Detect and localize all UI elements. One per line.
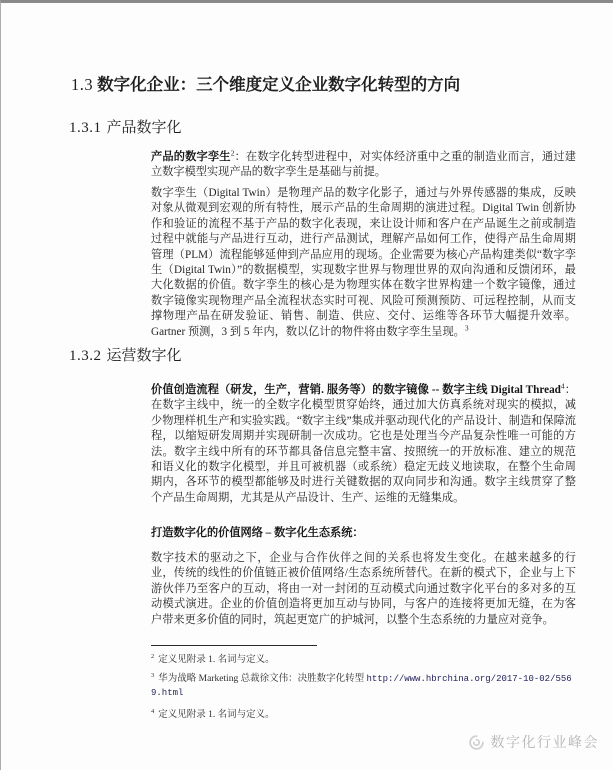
watermark [468,732,600,752]
paragraph-digital-twin-detail [151,186,576,340]
footnote-ref-2[interactable]: 2 [230,148,235,158]
paragraph-value-network-lead [151,526,576,541]
footnote-text: 定义见附录 1. 名词与定义。 [158,710,275,720]
page-title [71,73,571,97]
paragraph-text: 数字孪生（Digital Twin）是物理产品的数字化影子，通过与外界传感器的集成，反映对象从微观到宏观的所有特性，展示产品的生命周期的演进过程。Digital Twin 创新协作和验证的流程不基于产品的数字化表现，来让设计师和客户在产品诞生之前或制造过程中就能与产品进行互动，进行产品测试，理解产品如何工作，使得产品生命周期管理（PLM）流程能够延伸到产品应用的现场。企业需要为核心产品构建类似“数字孪生（Digital Twin）”的数据模型，实现数字世界与物理世界的双向沟通和反馈闭环，最大化数据的价值。数字孪生的核心是为物理实体在数字世界构建一个数字镜像，通过数字镜像实现物理产品全流程状态实时可视、风险可预测预防、可远程控制，从而支撑物理产品在研发验证、销售、制造、供应、交付、运维等各环节大幅提升效率。Gartner 预测，3 到 5 年内，数以亿计的物件将由数字孪生呈现。 [151,187,576,338]
section-heading-1-3-2 [69,345,469,367]
footnote-4 [151,709,577,723]
section-name: 运营数字化 [106,348,182,364]
footnote-text: 华为战略 Marketing 总裁徐文伟：决胜数字化转型 [158,674,367,684]
paragraph-lead-bold: 产品的数字孪生 [151,151,231,163]
title-text: 数字化企业：三个维度定义企业数字化转型的方向 [97,75,461,94]
title-number: 1.3 [71,75,94,94]
paragraph-lead-bold: 打造数字化的价值网络 – 数字化生态系统： [151,527,364,539]
paragraph-digital-twin-intro [151,150,576,181]
summit-logo-icon [468,734,485,751]
paragraph-digital-thread [151,383,576,506]
section-heading-1-3-1 [69,117,469,139]
paragraph-text: ：在数字主线中，统一的全数字化模型贯穿始终，通过加大仿真系统对现实的模拟，减少物理样机生产和实验实践。“数字主线”集成并驱动现代化的产品设计、制造和保障流程，以缩短研发周期并实现研制一次成功。它也是处理当今产品复杂性唯一可能的方法。数字主线中所有的环节都具备信息完整丰富、按照统一的开放标准、建立的规范和语义化的数字化模型，并且可被机器（或系统）稳定无歧义地读取，在整个生命周期内，各环节的模型都能够及时进行关键数据的双向同步和沟通。数字主线贯穿了整个产品生命周期，尤其是从产品设计、生产、运维的无缝集成。 [151,384,576,504]
footnote-ref-3[interactable]: 3 [464,322,469,332]
footnote-2 [151,654,577,668]
footnote-number: 4 [151,707,155,715]
footnote-number: 2 [151,652,155,660]
footnote-3 [151,673,577,700]
footnote-separator [151,645,317,646]
paragraph-lead-bold: 价值创造流程（研发，生产，营销. 服务等）的数字镜像 -- 数字主线 Digital Thread [151,384,561,396]
paragraph-ecosystem-detail [151,551,576,628]
footnote-link[interactable]: http://www.hbrchina.org/2017-10-02/5569.html [151,674,572,698]
section-number: 1.3.1 [69,120,102,136]
paragraph-text: 数字技术的驱动之下，企业与合作伙伴之间的关系也将发生变化。在越来越多的行业，传统的线性的价值链正被价值网络/生态系统所替代。在新的模式下，企业与上下游伙伴乃至客户的互动，将由一对一封闭的互动模式向通过数字化平台的多对多的互动模式演进。企业的价值创造将更加互动与协同，与客户的连接将更加无缝，在为客户带来更多价值的同时，筑起更宽广的护城河，以整个生态系统的力量应对竞争。 [151,552,576,626]
section-name: 产品数字化 [106,120,182,136]
footnote-text: 定义见附录 1. 名词与定义。 [158,655,275,665]
section-number: 1.3.2 [69,348,102,364]
paragraph-text: ：在数字化转型进程中，对实体经济重中之重的制造业而言，通过建立数字模型实现产品的数字孪生是基础与前提。 [151,151,576,179]
watermark-text: 数字化行业峰会 [490,734,599,750]
footnote-number: 3 [151,671,155,679]
footnote-ref-4[interactable]: 4 [560,381,565,391]
